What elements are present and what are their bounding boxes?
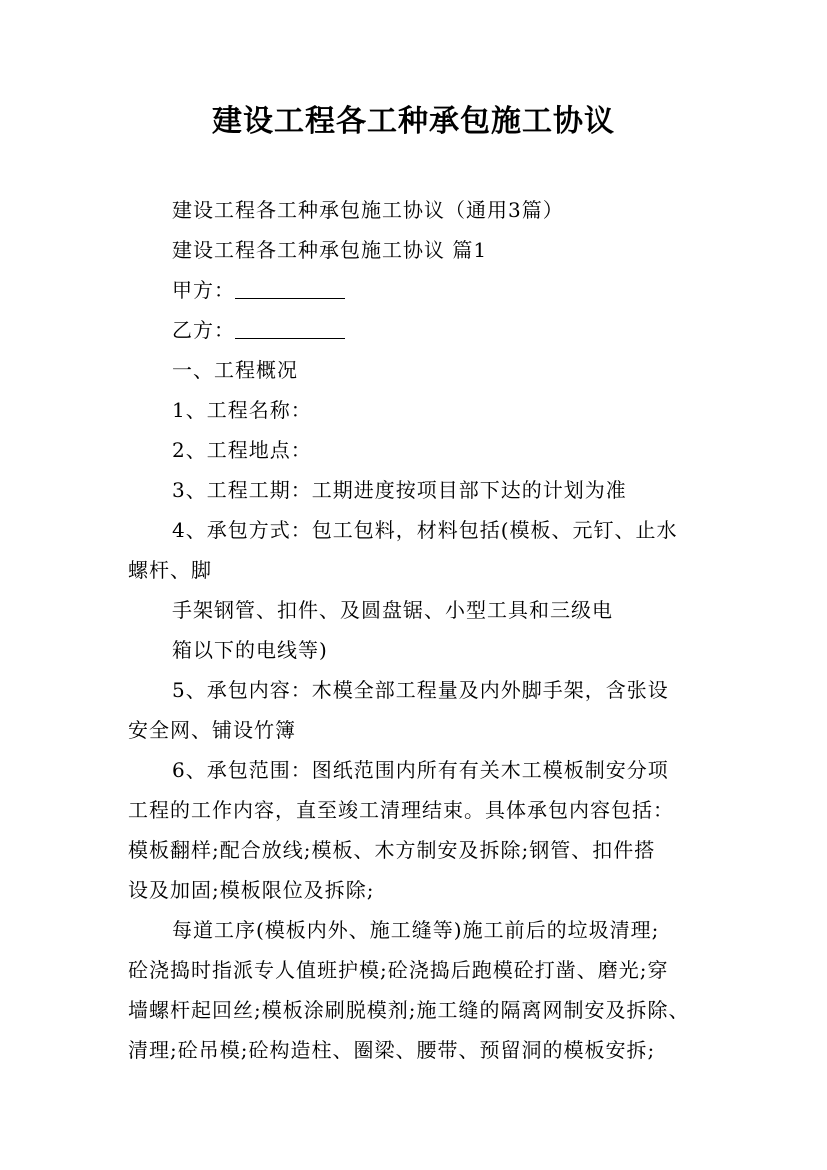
item-project-period: 3、工程工期：工期进度按项目部下达的计划为准	[172, 478, 627, 502]
document-body	[128, 190, 718, 1070]
party-b-blank	[235, 316, 345, 339]
paragraph-process-cont1: 砼浇捣时指派专人值班护模;砼浇捣后跑模砼打凿、磨光;穿	[128, 958, 669, 982]
paragraph-process: 每道工序(模板内外、施工缝等)施工前后的垃圾清理;	[172, 918, 660, 942]
item-contract-content-cont: 安全网、铺设竹簿	[128, 718, 296, 742]
item-contract-scope: 6、承包范围：图纸范围内所有有关木工模板制安分项	[172, 758, 669, 782]
item-contract-scope-cont1: 工程的工作内容，直至竣工清理结束。具体承包内容包括：	[128, 798, 674, 822]
paragraph-section-heading: 建设工程各工种承包施工协议 篇1	[172, 238, 488, 262]
paragraph-subtitle: 建设工程各工种承包施工协议（通用3篇）	[172, 198, 564, 222]
item-contract-scope-cont2: 模板翻样;配合放线;模板、木方制安及拆除;钢管、扣件搭	[128, 838, 656, 862]
item-contract-content: 5、承包内容：木模全部工程量及内外脚手架，含张设	[172, 678, 669, 702]
document-title: 建设工程各工种承包施工协议	[212, 104, 615, 139]
item-contract-method: 4、承包方式：包工包料，材料包括(模板、元钉、止水	[172, 518, 678, 542]
item-contract-method-cont2: 手架钢管、扣件、及圆盘锯、小型工具和三级电	[172, 598, 613, 622]
item-contract-method-cont: 螺杆、脚	[128, 558, 212, 582]
party-a-label: 甲方：	[172, 278, 235, 302]
paragraph-process-cont3: 清理;砼吊模;砼构造柱、圈梁、腰带、预留洞的模板安拆;	[128, 1038, 656, 1062]
party-a-line	[128, 270, 718, 310]
item-project-name: 1、工程名称：	[172, 398, 312, 422]
item-contract-method-cont3: 箱以下的电线等)	[172, 638, 328, 662]
item-project-location: 2、工程地点：	[172, 438, 312, 462]
section-overview-heading: 一、工程概况	[172, 358, 298, 382]
paragraph-process-cont2: 墙螺杆起回丝;模板涂刷脱模剂;施工缝的隔离网制安及拆除、	[128, 998, 690, 1022]
party-b-line	[128, 310, 718, 350]
party-b-label: 乙方：	[172, 318, 235, 342]
party-a-blank	[235, 276, 345, 299]
item-contract-scope-cont3: 设及加固;模板限位及拆除;	[128, 878, 375, 902]
